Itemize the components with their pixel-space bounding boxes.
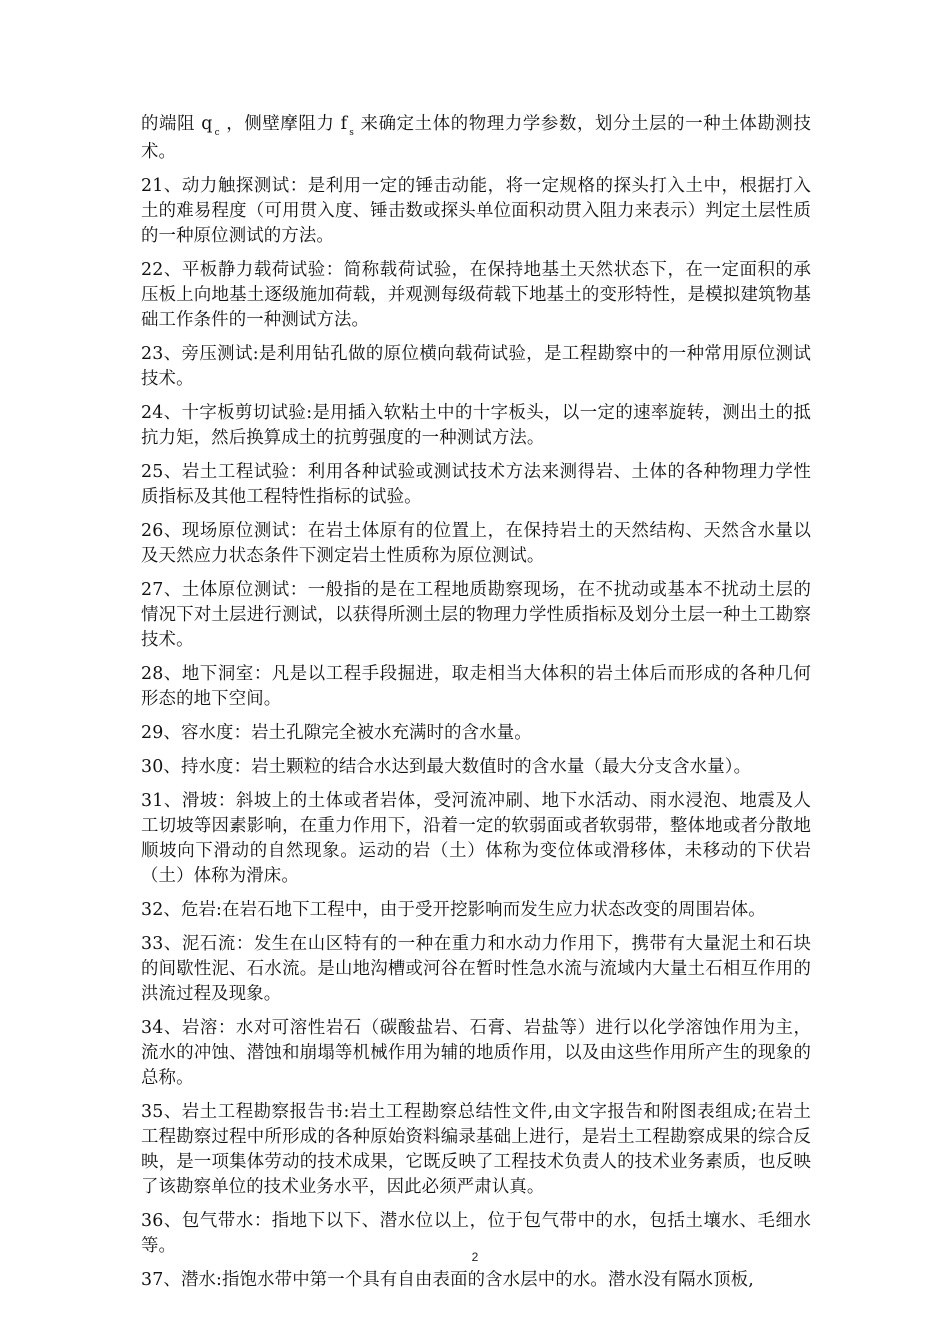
- definition-31: 31、滑坡：斜坡上的土体或者岩体，受河流冲刷、地下水活动、雨水浸泡、地震及人工切坡等因素影响，在重力作用下，沿着一定的软弱面或者软弱带，整体地或者分散地顺坡向下滑动的自然现象。运动的岩（土）体称为变位体或滑移体，未移动的下伏岩（土）体称为滑床。: [141, 791, 811, 886]
- definition-35: 35、岩土工程勘察报告书:岩土工程勘察总结性文件,由文字报告和附图表组成;在岩土工程勘察过程中所形成的各种原始资料编录基础上进行，是岩土工程勘察成果的综合反映，是一项集体劳动的技术成果，它既反映了工程技术负责人的技术业务素质，也反映了该勘察单位的技术业务水平，因此必须严肃认真。: [141, 1102, 811, 1197]
- page-body: [141, 112, 811, 1302]
- definition-27: 27、土体原位测试：一般指的是在工程地质勘察现场，在不扰动或基本不扰动土层的情况下对土层进行测试，以获得所测土层的物理力学性质指标及划分土层一种土工勘察技术。: [141, 580, 811, 650]
- definition-21: 21、动力触探测试：是利用一定的锤击动能，将一定规格的探头打入土中，根据打入土的难易程度（可用贯入度、锤击数或探头单位面积动贯入阻力来表示）判定土层性质的一种原位测试的方法。: [141, 176, 811, 246]
- definition-30: 30、持水度：岩土颗粒的结合水达到最大数值时的含水量（最大分支含水量）。: [141, 757, 752, 777]
- text-segment: 的端阻 q: [141, 114, 213, 134]
- definition-23: 23、旁压测试:是利用钻孔做的原位横向载荷试验，是工程勘察中的一种常用原位测试技术。: [141, 344, 811, 389]
- definition-25: 25、岩土工程试验：利用各种试验或测试技术方法来测得岩、土体的各种物理力学性质指标及其他工程特性指标的试验。: [141, 462, 811, 507]
- definition-22: 22、平板静力载荷试验：简称载荷试验，在保持地基土天然状态下，在一定面积的承压板上向地基土逐级施加荷载，并观测每级荷载下地基土的变形特性，是模拟建筑物基础工作条件的一种测试方法。: [141, 260, 811, 330]
- definition-28: 28、地下洞室：凡是以工程手段掘进，取走相当大体积的岩土体后而形成的各种几何形态的地下空间。: [141, 664, 811, 709]
- definition-24: 24、十字板剪切试验:是用插入软粘土中的十字板头，以一定的速率旋转，测出土的抵抗力矩，然后换算成土的抗剪强度的一种测试方法。: [141, 403, 811, 448]
- subscript-c: c: [214, 128, 220, 138]
- definition-36: 36、包气带水：指地下以下、潜水位以上，位于包气带中的水，包括土壤水、毛细水等。: [141, 1211, 811, 1256]
- subscript-s: s: [349, 128, 355, 138]
- definition-29: 29、容水度：岩土孔隙完全被水充满时的含水量。: [141, 723, 532, 743]
- text-segment: 来确定土体的物理力学参数，划分土层的一种土体勘测技术。: [141, 114, 811, 162]
- definition-33: 33、泥石流：发生在山区特有的一种在重力和水动力作用下，携带有大量泥土和石块的间歇性泥、石水流。是山地沟槽或河谷在暂时性急水流与流域内大量土石相互作用的洪流过程及现象。: [141, 934, 811, 1004]
- definition-34: 34、岩溶：水对可溶性岩石（碳酸盐岩、石膏、岩盐等）进行以化学溶蚀作用为主，流水的冲蚀、潜蚀和崩塌等机械作用为辅的地质作用，以及由这些作用所产生的现象的总称。: [141, 1018, 811, 1088]
- page-number: 2: [471, 1250, 479, 1264]
- continued-paragraph: [141, 112, 811, 165]
- text-segment: ，侧壁摩阻力 f: [225, 114, 348, 134]
- definition-26: 26、现场原位测试：在岩土体原有的位置上，在保持岩土的天然结构、天然含水量以及天然应力状态条件下测定岩土性质称为原位测试。: [141, 521, 811, 566]
- definition-37: 37、潜水:指饱水带中第一个具有自由表面的含水层中的水。潜水没有隔水顶板,: [141, 1270, 754, 1290]
- definition-32: 32、危岩:在岩石地下工程中，由于受开挖影响而发生应力状态改变的周围岩体。: [141, 900, 766, 920]
